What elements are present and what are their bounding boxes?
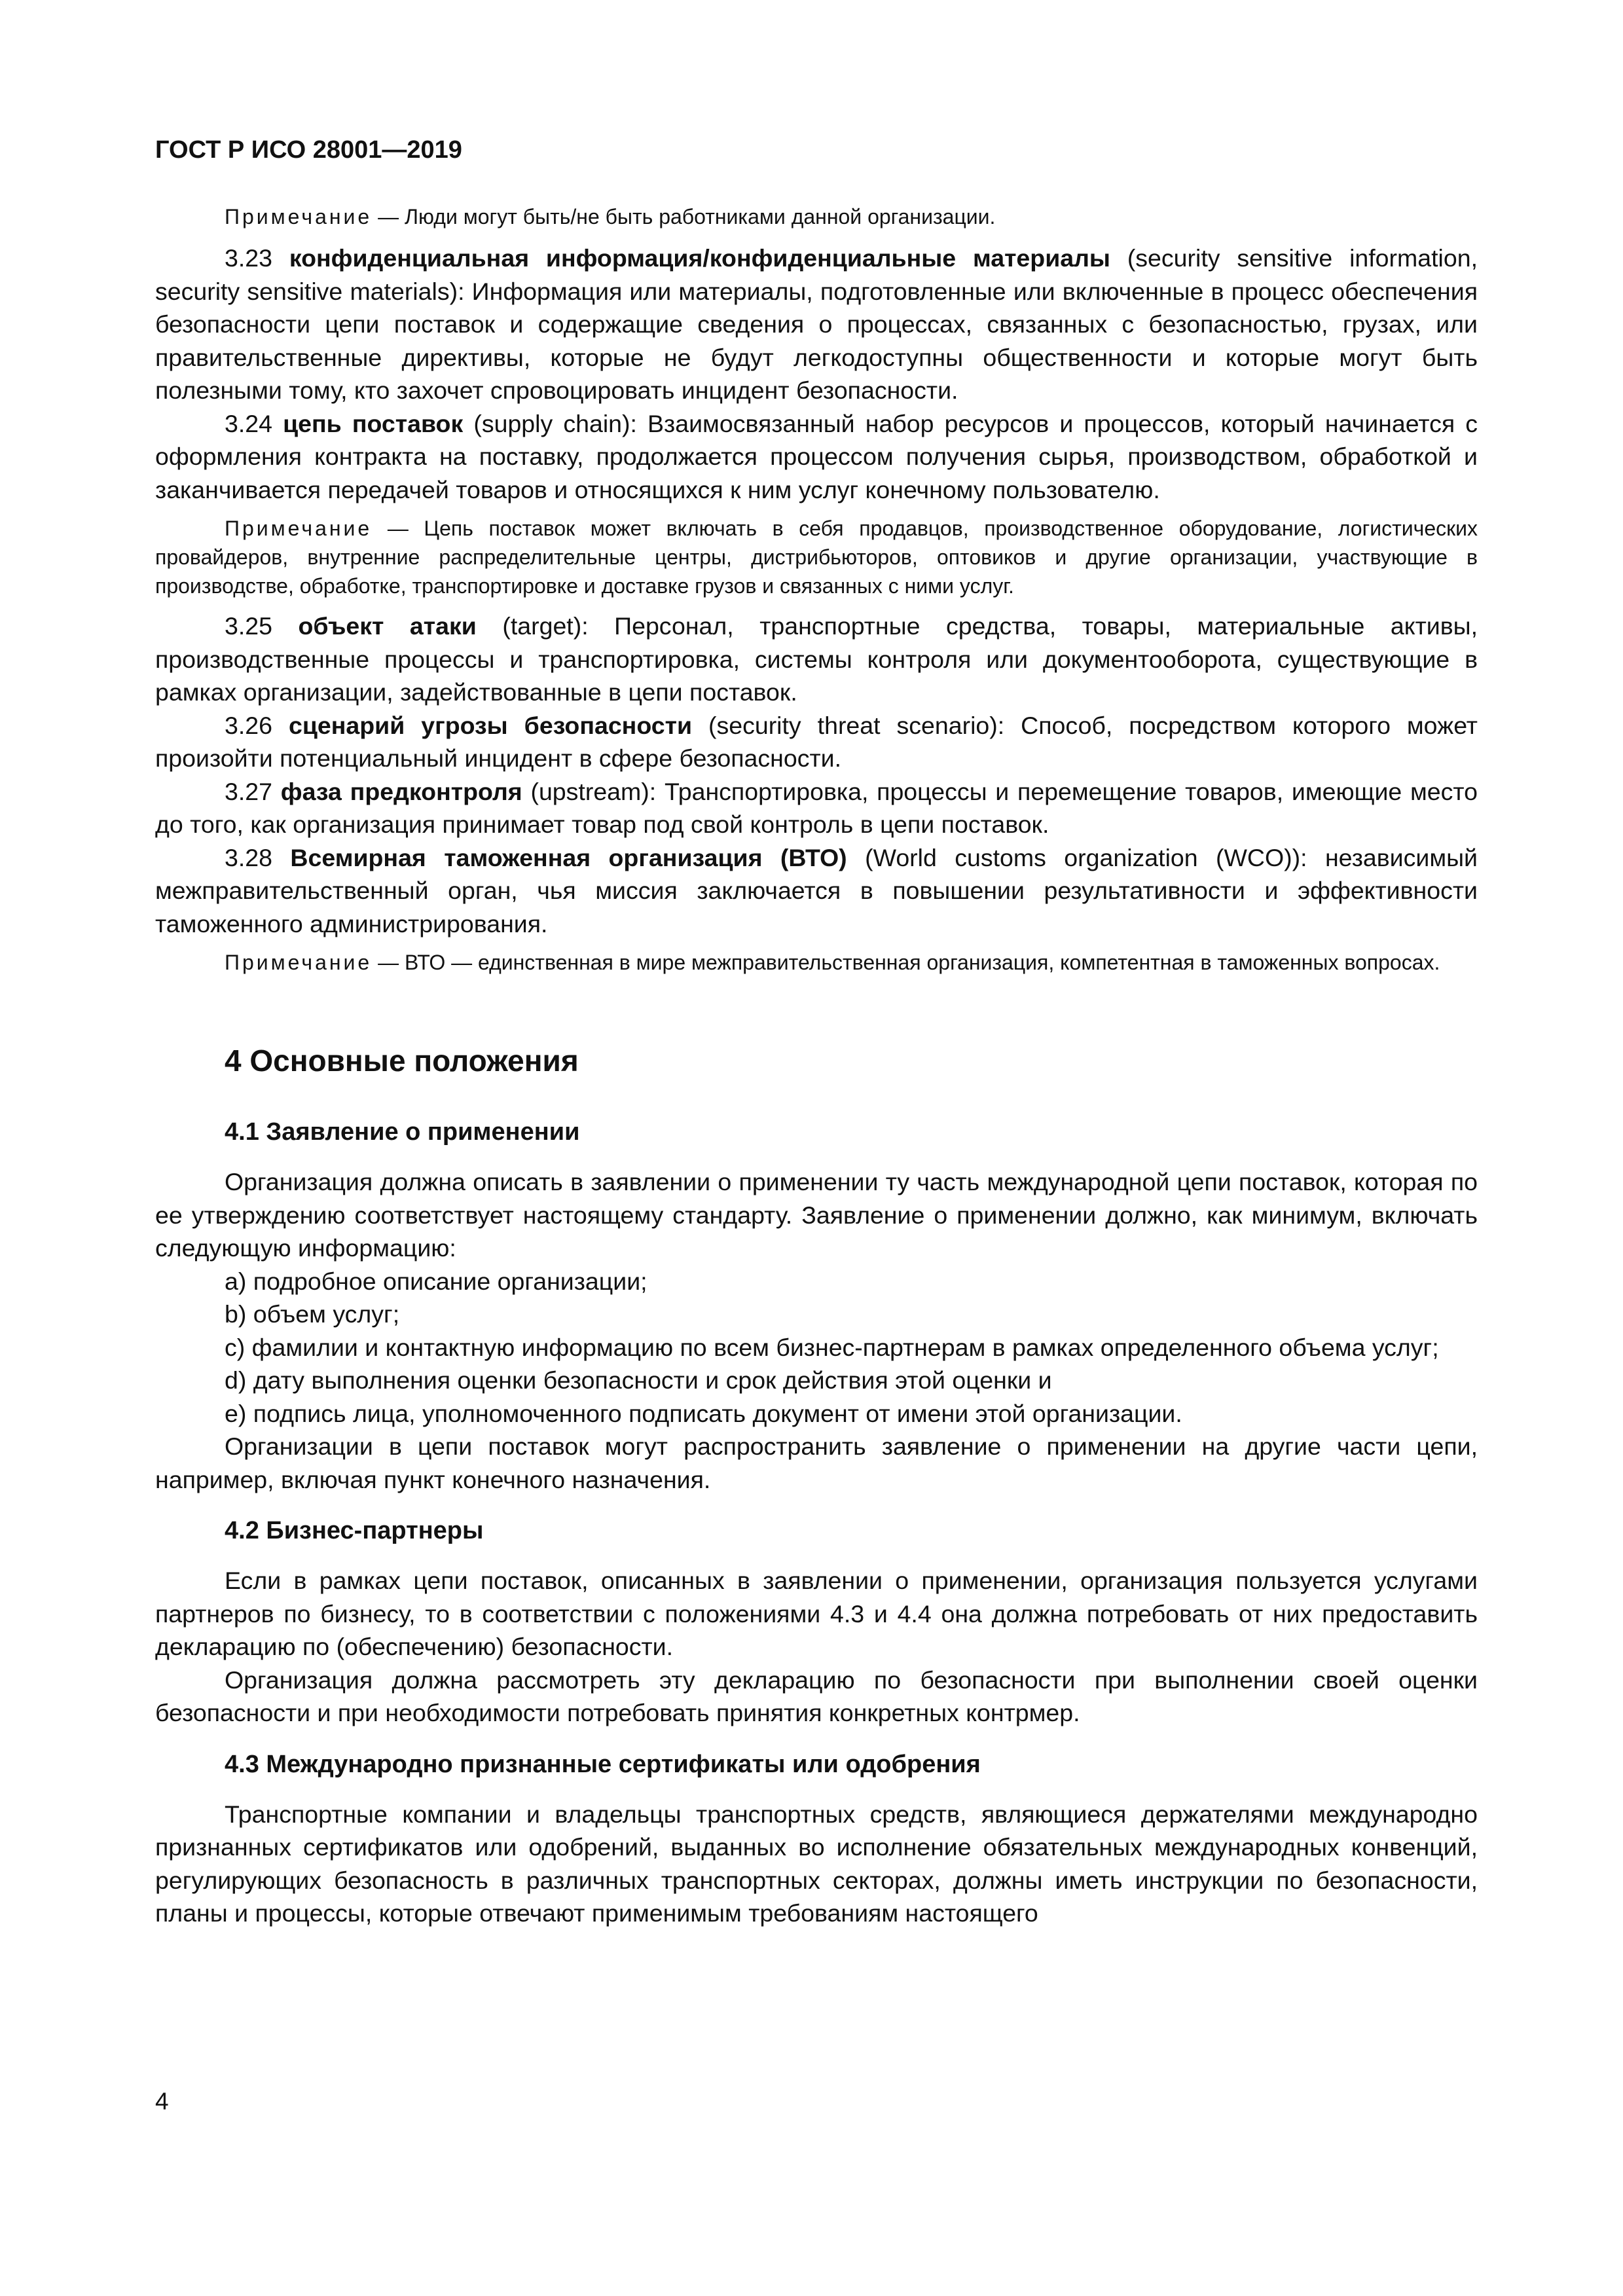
page-content xyxy=(155,134,1478,1930)
term-number: 3.23 xyxy=(225,244,272,272)
term-title: Всемирная таможенная организация (ВТО) xyxy=(290,843,847,871)
term-title: цепь поставок xyxy=(283,409,464,437)
page-number: 4 xyxy=(155,2088,169,2115)
paragraph: Транспортные компании и владельцы транспортных средств, являющиеся держателями международно признанных сертификатов или одобрений, выданных во исполнение обязательных международных конвенций, регулирующих безопасность в различных транспортных секторах, должны иметь инструкции по безопасности, планы и процессы, которые отвечают применимым требованиям настоящего xyxy=(155,1800,1478,1927)
list-item: c) фамилии и контактную информацию по всем бизнес-партнерам в рамках определенного объема услуг; xyxy=(225,1333,1439,1361)
paragraph: Если в рамках цепи поставок, описанных в заявлении о применении, организация пользуется услугами партнеров по бизнесу, то в соответствии с положениями 4.3 и 4.4 она должна потребовать от них предоставить декларацию по (обеспечению) безопасности. xyxy=(155,1567,1478,1660)
term-number: 3.25 xyxy=(225,612,272,640)
term-text: (upstream): Транспортировка, процессы и перемещение товаров, имеющие место до того, как организация принимает товар под свой контроль в цепи поставок. xyxy=(155,777,1478,838)
subsection-heading: 4.2 Бизнес-партнеры xyxy=(225,1517,484,1544)
term-definition xyxy=(155,407,1478,507)
term-title: объект атаки xyxy=(298,612,477,640)
note-label: Примечание xyxy=(225,951,373,974)
term-text: (supply chain): Взаимосвязанный набор ресурсов и процессов, который начинается с оформления контракта на поставку, продолжается процессом получения сырья, производством, обработкой и заканчивается передачей товаров и относящихся к ним услуг конечному пользователю. xyxy=(155,409,1478,503)
term-number: 3.28 xyxy=(225,843,272,871)
term-text: (target): Персонал, транспортные средства, товары, материальные активы, производственные процессы и транспортировка, системы контроля или документооборота, существующие в рамках организации, задействованные в цепи поставок. xyxy=(155,612,1478,706)
section-heading: 4 Основные положения xyxy=(225,1044,579,1078)
term-number: 3.26 xyxy=(225,711,272,739)
term-definition xyxy=(155,709,1478,775)
subsection-heading: 4.3 Международно признанные сертификаты или одобрения xyxy=(225,1750,981,1778)
note-label: Примечание xyxy=(225,517,373,540)
term-definition xyxy=(155,841,1478,941)
note xyxy=(155,514,1478,600)
note xyxy=(155,202,1478,231)
list-item: b) объем услуг; xyxy=(225,1300,400,1328)
term-title: конфиденциальная информация/конфиденциальные материалы xyxy=(289,244,1110,272)
term-number: 3.27 xyxy=(225,777,272,805)
list-item: e) подпись лица, уполномоченного подписать документ от имени этой организации. xyxy=(225,1399,1182,1427)
term-text: (World customs organization (WCO)): независимый межправительственный орган, чья миссия заключается в повышении результативности и эффективности таможенного администрирования. xyxy=(155,843,1478,938)
term-definition xyxy=(155,610,1478,709)
note-text: — Люди могут быть/не быть работниками данной организации. xyxy=(378,205,996,228)
term-definition xyxy=(155,242,1478,407)
document-code: ГОСТ Р ИСО 28001—2019 xyxy=(155,136,462,164)
subsection-heading: 4.1 Заявление о применении xyxy=(225,1118,580,1146)
term-number: 3.24 xyxy=(225,409,272,437)
note-text: — Цепь поставок может включать в себя продавцов, производственное оборудование, логистических провайдеров, внутренние распределительные центры, дистрибьюторов, оптовиков и другие организации, участвующие в производстве, обработке, транспортировке и доставке грузов и связанных с ними услуг. xyxy=(155,517,1478,598)
paragraph: Организация должна описать в заявлении о применении ту часть международной цепи поставок, которая по ее утверждению соответствует настоящему стандарту. Заявление о применении должно, как минимум, включать следующую информацию: xyxy=(155,1168,1478,1262)
term-text: (security threat scenario): Способ, посредством которого может произойти потенциальный инцидент в сфере безопасности. xyxy=(155,711,1478,772)
term-title: фаза предконтроля xyxy=(280,777,522,805)
note-label: Примечание xyxy=(225,205,373,228)
term-text: (security sensitive information, security sensitive materials): Информация или материалы, подготовленные или включенные в процесс обеспечения безопасности цепи поставок и содержащие сведения о процессах, связанных с безопасностью, грузах, или правительственные директивы, которые не будут легкодоступны общественности и которые могут быть полезными тому, кто захочет спровоцировать инцидент безопасности. xyxy=(155,244,1478,404)
paragraph: Организации в цепи поставок могут распространить заявление о применении на другие части цепи, например, включая пункт конечного назначения. xyxy=(155,1432,1478,1493)
term-title: сценарий угрозы безопасности xyxy=(288,711,693,739)
list-item: d) дату выполнения оценки безопасности и срок действия этой оценки и xyxy=(225,1366,1052,1394)
term-definition xyxy=(155,775,1478,841)
paragraph: Организация должна рассмотреть эту декларацию по безопасности при выполнении своей оценки безопасности и при необходимости потребовать принятия конкретных контрмер. xyxy=(155,1666,1478,1726)
note xyxy=(155,948,1478,977)
note-text: — ВТО — единственная в мире межправительственная организация, компетентная в таможенных вопросах. xyxy=(378,951,1440,974)
list-item: a) подробное описание организации; xyxy=(225,1267,647,1295)
